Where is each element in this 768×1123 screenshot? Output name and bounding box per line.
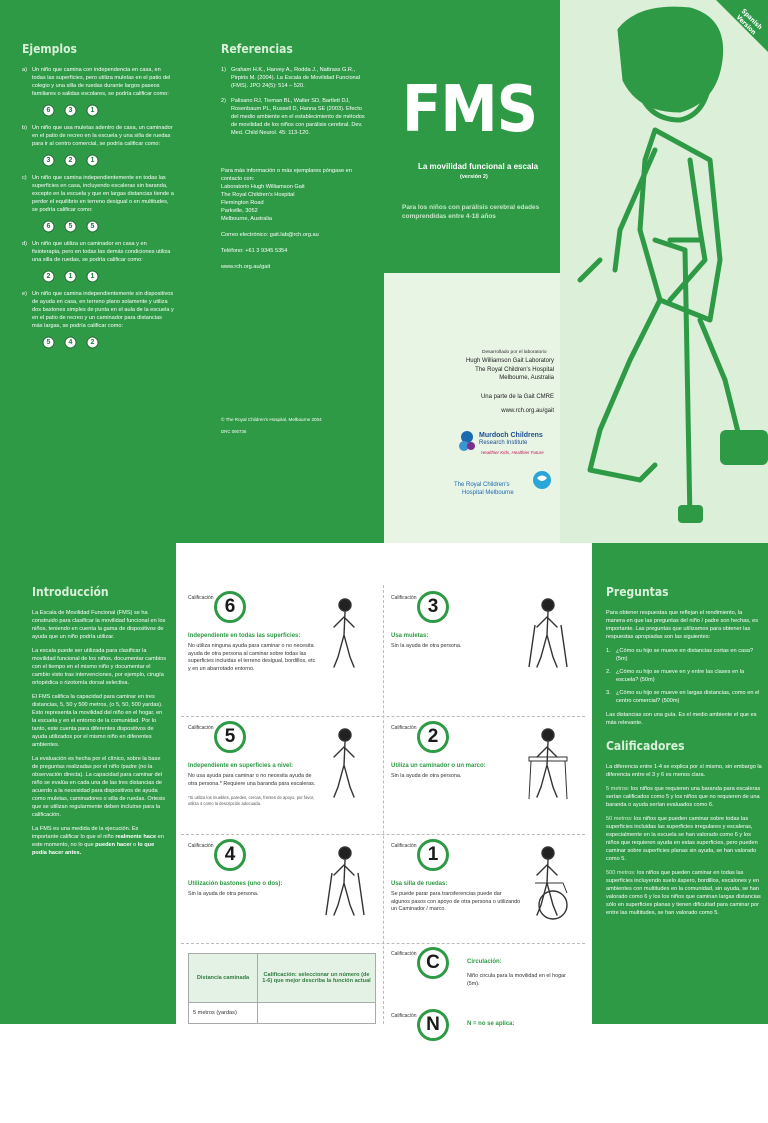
rating-label: N = no se aplica: <box>467 1021 515 1027</box>
intro-paragraphs <box>32 609 166 819</box>
rating-circle: 3 <box>64 104 77 117</box>
rating-text: Sin la ayuda de otra persona. <box>188 891 259 897</box>
example-letter: c) <box>22 175 27 181</box>
reference-text: Graham H.K., Harvey A., Rodda J., Nattrass G.R., Pirpiris M. (2004). La Escala de Movilidad Funcional (FMS). JPO 24(5): 514 – 520. <box>231 67 361 89</box>
example-ratings <box>42 220 174 233</box>
qualifier-paragraph <box>606 815 762 863</box>
rating-circle: 1 <box>86 270 99 283</box>
cover-audience: Para los niños con parálisis cerebral edades comprendidas entre 4-18 años <box>402 204 540 220</box>
rating-circle: 2 <box>42 270 55 283</box>
distance-table <box>188 953 376 1024</box>
rating-number-ring: 3 <box>417 591 449 623</box>
intro-final-e: o <box>131 842 138 848</box>
rating-card-calificacion-label: Calificación <box>391 843 417 849</box>
qualifier-lead: 50 metros: <box>606 816 633 822</box>
child-figure-2-icon <box>523 725 573 805</box>
examples-list <box>22 66 174 349</box>
reference-number: 2) <box>221 98 226 104</box>
rating-circle: 6 <box>42 220 55 233</box>
rating-number-ring: 4 <box>214 839 246 871</box>
intro-final-f: lo que podía hacer antes. <box>32 842 155 856</box>
distance-table-body <box>189 1003 376 1024</box>
intro-paragraph: La evaluación es hecha por el clínico, sobre la base de preguntas realizadas por el niño /padre (no la observación directa). La capacidad para caminar del niño se evalúa en cada una de las tres distancias de acuerdo a la necesidad para dispositivos de ayuda como muletas, caminadores o silla de ruedas. Ortesis que se utilizan regularmente deben incluirse para la calificación. <box>32 756 166 818</box>
reference-item <box>221 66 370 90</box>
contact-line: Flemington Road <box>221 200 264 206</box>
rating-circle: 5 <box>42 336 55 349</box>
contact-email[interactable]: Correo electrónico: gait.lab@rch.org.au <box>221 232 319 238</box>
contact-phone: Teléfono: +61 3 9345 5354 <box>221 248 288 254</box>
distance-row <box>189 1003 376 1024</box>
intro-final-b: realmente hace <box>115 834 157 840</box>
intro-final-a: La FMS es una medida de la ejecución. Es importante calificar lo que el niño <box>32 826 139 840</box>
example-text: Un niño que usa muletas adentro de casa, un caminador en el patio de recreo en la escuela y una silla de ruedas para ir al centro comercial, se podría calificar como: <box>32 125 173 147</box>
question-number: 2. <box>606 669 611 675</box>
rating-number-ring: 6 <box>214 591 246 623</box>
rating-number-ring: N <box>417 1009 449 1041</box>
qualifier-paragraph <box>606 763 762 779</box>
examples-title: Ejemplos <box>22 42 77 56</box>
example-letter: d) <box>22 241 27 247</box>
rating-label: Independiente en todas las superficies: <box>188 633 301 639</box>
rch-name: The Royal Children's <box>454 482 510 488</box>
qualifier-text: los niños que pueden caminar sobre todas las superficies incluidas las superficies irregulares y escaleras, especialmente en la escuela se han valorado como 6 y los niños que requieren ayuda en estas superficies, pero pueden caminar sobre superficies planas sin ayuda, se han valorado como 5. <box>606 816 758 862</box>
rating-text: No utiliza ninguna ayuda para caminar o no necesita ayuda de otra persona al caminar sobre todas las superficies incluidas el terreno desigual, bordillos, etc y en un abarrotado entorno. <box>188 643 316 672</box>
rating-circle: 5 <box>64 220 77 233</box>
reference-item <box>221 97 370 137</box>
rating-circle: 2 <box>86 336 99 349</box>
rating-circle: 2 <box>64 154 77 167</box>
rating-circle: 3 <box>42 154 55 167</box>
references-panel <box>192 0 384 543</box>
question-text: ¿Cómo su hijo se mueve en y entre las clases en la escuela? (50m) <box>616 669 745 683</box>
table-header-rating: Calificación: seleccionar un número (de 1-6) que mejor describa la función actual <box>258 954 376 1003</box>
intro-paragraph: La Escala de Movilidad Funcional (FMS) se ha construido para clasificar la movilidad funcional en los niños, teniendo en cuenta la gama de dispositivos de ayuda que un niño podría utilizar. <box>32 610 166 640</box>
example-item <box>22 66 174 117</box>
cover-version: (versión 2) <box>460 174 488 180</box>
intro-title: Introducción <box>32 585 109 599</box>
rating-card-calificacion-label: Calificación <box>391 951 417 957</box>
ratings-panel <box>176 543 592 1035</box>
developed-by: Desarrollado por el laboratorio <box>482 350 547 355</box>
rating-number-ring: 1 <box>417 839 449 871</box>
references-title: Referencias <box>221 42 293 56</box>
distance-cell[interactable] <box>258 1003 376 1024</box>
code: DRC 090736 <box>221 429 247 434</box>
example-ratings <box>42 336 174 349</box>
qualifier-text: La diferencia entre 1-4 se explica por sí mismo, sin embargo la diferencia entre el 3 y 6 es menos clara. <box>606 764 762 778</box>
rating-card-N <box>391 1013 581 1123</box>
questions-title: Preguntas <box>606 585 669 599</box>
rating-number-ring: C <box>417 947 449 979</box>
rch-logo <box>452 470 557 500</box>
example-text: Un niño que camina independientemente sin dispositivos de ayuda en casa, en terreno plano solamente y utiliza dos bastones simples de punta en el aula de la escuela y en el patio de recreo y un caminador para distancias más largas, se podría calificar como: <box>32 291 174 329</box>
questions-outro: Las distancias son una guía. Es el medio ambiente el que es más relevante. <box>606 712 757 726</box>
rating-card-5 <box>188 725 378 835</box>
lab-line: Melbourne, Australia <box>499 375 554 381</box>
cover-site[interactable]: www.rch.org.au/gait <box>501 408 554 414</box>
rating-label: Utiliza un caminador o un marco: <box>391 763 486 769</box>
rating-label: Usa muletas: <box>391 633 429 639</box>
child-figure-5-icon <box>320 725 370 805</box>
cmre-part: Una parte de la Gait CMRE <box>480 394 554 400</box>
example-item <box>22 174 174 233</box>
rating-card-3 <box>391 595 581 705</box>
distance-cell: 5 metros (yardas) <box>189 1003 258 1024</box>
rating-text: Niño circula para la movilidad en el hogar (5m). <box>467 973 566 987</box>
spanish-version-label: Spanish Version <box>734 7 764 37</box>
rating-label: Circulación: <box>467 959 502 965</box>
child-figure-4-icon <box>320 843 370 923</box>
rating-card-calificacion-label: Calificación <box>391 595 417 601</box>
rating-text: Sin la ayuda de otra persona. <box>391 773 462 779</box>
rating-text: Sin la ayuda de otra persona. <box>391 643 462 649</box>
divider-vertical <box>383 585 384 1024</box>
example-text: Un niño que utiliza un caminador en casa y en fisioterapia, pero en todas las demás condiciones utiliza una silla de ruedas, se podría calificar como: <box>32 241 171 263</box>
cover-panel <box>384 0 768 543</box>
example-item <box>22 124 174 167</box>
question-item <box>606 647 762 663</box>
intro-panel <box>0 543 176 1024</box>
contact-line: Laboratorio Hugh Williamson Gait <box>221 184 305 190</box>
intro-final <box>32 825 166 857</box>
mcri-logo <box>457 430 557 460</box>
contact-line: The Royal Children's Hospital <box>221 192 295 198</box>
qualifiers-list <box>606 763 762 917</box>
rating-note: *Si utiliza los muebles, paredes, cercas, frentes de apoyo, por favor, utiliza 4 como la descripción adecuada. <box>188 795 315 806</box>
rating-circle: 1 <box>86 104 99 117</box>
qualifier-paragraph <box>606 869 762 917</box>
references-list <box>221 66 370 137</box>
qualifier-text: los niños que requieren una baranda para escaleras serían calificados como 5 y los niños que no requieren de una baranda o ayuda serían evaluados como 6. <box>606 786 761 808</box>
example-ratings <box>42 270 174 283</box>
example-text: Un niño que camina independientemente en todas las superficies en casa, incluyendo escaleras sin baranda, excepto en la escuela y que en largas distancias tiende a perder el equilibrio en terreno desigual o en multitudes, se podría calificar como: <box>32 175 174 213</box>
copyright: © The Royal Children's Hospital, Melbourne 2004 <box>221 417 322 422</box>
question-item <box>606 689 762 705</box>
rating-card-calificacion-label: Calificación <box>188 843 214 849</box>
rating-card-calificacion-label: Calificación <box>391 725 417 731</box>
questions-panel <box>592 543 768 1024</box>
rating-label: Usa silla de ruedas: <box>391 881 448 887</box>
mcri-name: Murdoch Childrens <box>479 432 543 439</box>
example-item <box>22 290 174 349</box>
rating-circle: 1 <box>64 270 77 283</box>
contact-line: Melbourne, Australia <box>221 216 272 222</box>
contact-web[interactable]: www.rch.org.au/gait <box>221 264 271 270</box>
qualifier-lead: 5 metros: <box>606 786 630 792</box>
contact-line: Parkville, 3052 <box>221 208 258 214</box>
qualifier-text: los niños que pueden caminar en todas las superficies incluyendo suelo áspero, bordillos, escalones y en ambientes con multitudes en la comunidad, sin ayuda, se han valorado como 6 y los los niños que caminan largas distancias sólo en superficies planas y tienen dificultad para caminar por entre las multitudes, se han valorado como 5. <box>606 870 761 916</box>
child-figure-3-icon <box>523 595 573 675</box>
contact-lines <box>221 167 370 223</box>
intro-final-c: en este momento, no lo que <box>32 834 164 848</box>
question-number: 3. <box>606 690 611 696</box>
rating-card-4 <box>188 843 378 953</box>
example-letter: e) <box>22 291 27 297</box>
rating-circle: 4 <box>64 336 77 349</box>
lab-line: The Royal Children's Hospital <box>475 366 554 373</box>
mcri-sub: Research Institute <box>479 440 528 446</box>
questions-list <box>606 647 762 705</box>
rating-card-1 <box>391 843 581 953</box>
example-ratings <box>42 104 174 117</box>
question-item <box>606 668 762 684</box>
mcri-tagline: Healthier Kids, Healthier Future <box>481 450 544 455</box>
rating-text: No usa ayuda para caminar o no necesita ayuda de otra persona.* Requiere una baranda para escaleras. <box>188 773 316 787</box>
example-text: Un niño que camina con independencia en casa, en todas las superficies, pero utiliza muletas en el patio del colegio y una silla de ruedas durante largos paseos familiares o salidas escolares, se podría calificar como: <box>32 67 171 97</box>
question-number: 1. <box>606 648 611 654</box>
examples-panel <box>0 0 192 543</box>
rating-card-calificacion-label: Calificación <box>188 725 214 731</box>
question-text: ¿Cómo su hijo se mueve en largas distancias, como en el centro comercial? (500m) <box>616 690 760 704</box>
example-letter: b) <box>22 125 27 131</box>
rating-circle: 5 <box>86 220 99 233</box>
lab-lines <box>466 357 554 383</box>
example-ratings <box>42 154 174 167</box>
boy-with-crutch-illustration <box>560 0 768 543</box>
intro-paragraph: El FMS califica la capacidad para caminar en tres distancias, 5, 50 y 500 metros, (o 5, 50, 500 yardas). Esto representa la movilidad del niño en el hogar, en la escuela y en el entorno de la comunidad. Por lo tanto, este cuenta para diferentes dispositivos de ayuda utilizados por el mismo niño en diferentes ambientes. <box>32 694 163 748</box>
questions-intro: Para obtener respuestas que reflejan el rendimiento, la manera en que las preguntas del niño / padre son hechas, es importante. Las preguntas que utilizamos para obtener las respuestas apropiadas son las siguientes: <box>606 610 759 640</box>
rch-logo-mark-icon <box>532 470 552 490</box>
rating-circle: 1 <box>86 154 99 167</box>
contact-line: Para más información o más ejemplares póngase en contacto con: <box>221 168 352 182</box>
rating-card-calificacion-label: Calificación <box>188 595 214 601</box>
rating-card-6 <box>188 595 378 705</box>
rating-card-2 <box>391 725 581 835</box>
lab-line: Hugh Williamson Gait Laboratory <box>465 358 554 364</box>
qualifier-paragraph <box>606 785 762 809</box>
rating-number-ring: 5 <box>214 721 246 753</box>
rating-label: Independiente en superficies a nivel: <box>188 763 294 769</box>
table-header-distance: Distancia caminada <box>189 954 258 1003</box>
reference-text: Palisano RJ, Tieman BL, Walter SD, Bartlett DJ, Rosenbaum PL, Russell D, Hanna SE (2003). Efecto del medio ambiente en el establecimiento de métodos de movilidad de los niños con parálisis cerebral. Dev. Med. Child Neurol. 45: 113-120. <box>231 98 365 136</box>
intro-paragraph: La escala puede ser utilizada para clasificar la movilidad funcional de los niños, documentar cambios con el tiempo en el mismo niño y documentar el cambio visto tras intervenciones, por ejemplo, cirugía ortopédica o rizotomía dorsal selectiva. <box>32 648 167 686</box>
intro-final-d: pueden hacer <box>95 842 132 848</box>
cover-subtitle: La movilidad funcional a escala <box>418 162 539 171</box>
child-figure-6-icon <box>320 595 370 675</box>
rating-text: Se puede parar para transferencias puede dar algunos pasos con apoyo de otra persona o utilizando un Caminador / marco. <box>391 891 521 912</box>
rating-number-ring: 2 <box>417 721 449 753</box>
mcri-logo-mark-icon <box>457 430 477 452</box>
qualifiers-title: Calificadores <box>606 739 685 753</box>
rch-sub: Hospital Melbourne <box>462 490 514 496</box>
question-text: ¿Cómo su hijo se mueve en distancias cortas en casa? (5m) <box>616 648 754 662</box>
rating-card-calificacion-label: Calificación <box>391 1013 417 1019</box>
rating-circle: 6 <box>42 104 55 117</box>
child-figure-1-icon <box>523 843 573 923</box>
cover-title: FMS <box>402 73 538 147</box>
example-item <box>22 240 174 283</box>
qualifier-lead: 500 metros: <box>606 870 636 876</box>
rating-label: Utilización bastones (uno o dos): <box>188 881 283 887</box>
contact-block <box>221 167 370 271</box>
example-letter: a) <box>22 67 27 73</box>
reference-number: 1) <box>221 67 226 73</box>
